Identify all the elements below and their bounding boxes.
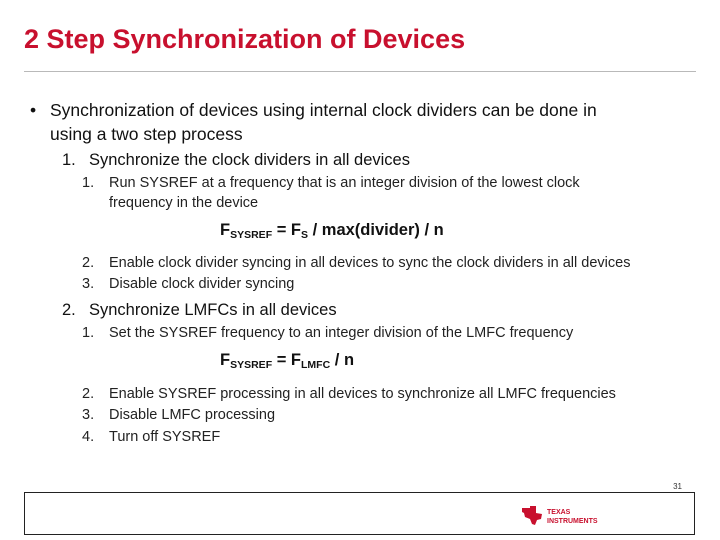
texas-instruments-logo [520,504,612,528]
title-divider [24,71,696,72]
formula-rhs-rest: / max(divider) / n [308,221,444,239]
step2-label: Synchronize LMFCs in all devices [89,301,337,319]
step1-label: Synchronize the clock dividers in all devices [89,151,410,169]
formula-rhs: F [290,351,302,369]
formula-rhs-subscript: S [301,229,309,241]
page-number: 31 [673,482,682,491]
formula-rhs: F [290,221,302,239]
step2-item-2-number: 2. [82,386,95,402]
step2-item-1-number: 1. [82,325,95,341]
formula-equals: = [272,351,291,369]
logo-text-line1: TEXAS [547,509,571,516]
formula-lhs: F [220,221,231,239]
step1-item-1-number: 1. [82,175,95,191]
step1-item-1-line1: Run SYSREF at a frequency that is an integer division of the lowest clock [109,175,580,191]
formula-rhs-subscript: LMFC [301,359,331,371]
bullet-marker: • [30,100,37,120]
step1-item-2-number: 2. [82,255,95,271]
step2-item-3-text: Disable LMFC processing [109,407,276,423]
step2-item-4-number: 4. [82,429,95,445]
step2-number: 2. [62,301,76,319]
intro-text-line1: Synchronization of devices using internal clock dividers can be done in [50,100,597,120]
formula-equals: = [272,221,291,239]
step2-item-4-text: Turn off SYSREF [109,429,221,445]
step1-item-3-text: Disable clock divider syncing [109,276,295,292]
formula-lhs-subscript: SYSREF [230,359,273,371]
step1-formula [220,221,444,241]
step2-item-3-number: 3. [82,407,95,423]
step1-item-2-text: Enable clock divider syncing in all devices to sync the clock dividers in all devices [109,255,631,271]
logo-text-line2: INSTRUMENTS [547,518,598,525]
slide-title: 2 Step Synchronization of Devices [24,24,466,54]
intro-text-line2: using a two step process [50,124,243,144]
formula-lhs-subscript: SYSREF [230,229,273,241]
formula-lhs: F [220,351,231,369]
step2-formula [220,351,354,371]
step1-number: 1. [62,151,76,169]
step1-item-3-number: 3. [82,276,95,292]
step2-item-2-text: Enable SYSREF processing in all devices to synchronize all LMFC frequencies [109,386,616,402]
step2-item-1-text: Set the SYSREF frequency to an integer division of the LMFC frequency [109,325,574,341]
ti-state-icon [522,506,542,525]
formula-rhs-rest: / n [330,351,355,369]
step1-item-1-line2: frequency in the device [109,195,259,211]
